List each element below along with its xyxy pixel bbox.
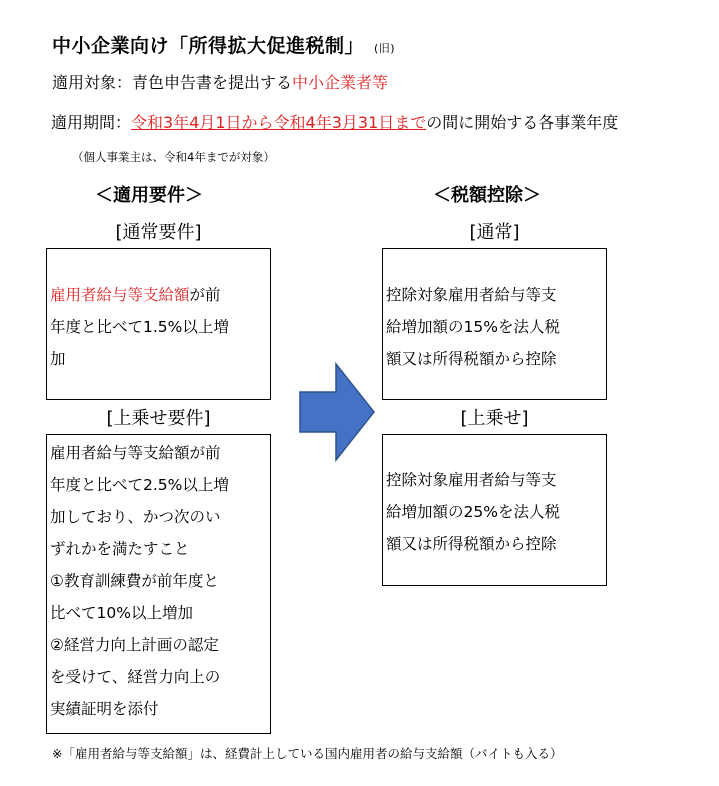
right-arrow-icon <box>298 362 376 462</box>
extra-req-line-9: 実績証明を添付 <box>50 700 159 718</box>
normal-deduction-box <box>382 248 607 400</box>
left-heading: ＜適用要件＞ <box>95 185 203 206</box>
target-label: 適用対象：青色申告書を提出する <box>52 73 293 92</box>
extra-req-line-8: を受けて、経営力向上の <box>50 668 221 686</box>
normal-deduction-label: [通常] <box>469 222 520 243</box>
normal-req-box <box>46 248 271 400</box>
extra-req-line-4: ずれかを満たすこと <box>50 540 190 558</box>
extra-req-line-2: 年度と比べて2.5%以上増 <box>50 476 229 494</box>
period-line <box>51 110 618 133</box>
extra-deduction-line-3: 額又は所得税額から控除 <box>386 535 557 553</box>
footnote: ※「雇用者給与等支給額」は、経費計上している国内雇用者の給与支給額（バイトも入る） <box>52 746 563 761</box>
normal-req-line-2: 年度と比べて1.5%以上増 <box>50 318 229 336</box>
normal-deduction-line-3: 額又は所得税額から控除 <box>386 350 557 368</box>
period-label: 適用期間： <box>51 113 132 132</box>
normal-deduction-line-1: 控除対象雇用者給与等支 <box>386 286 557 304</box>
normal-req-label: [通常要件] <box>115 222 202 243</box>
extra-req-label: [上乗せ要件] <box>106 408 211 429</box>
extra-req-line-1: 雇用者給与等支給額が前 <box>50 444 221 462</box>
title-text: 中小企業向け「所得拡大促進税制」 <box>52 35 365 57</box>
extra-deduction-label: [上乗せ] <box>460 408 529 429</box>
extra-req-line-6: 比べて10%以上増加 <box>50 604 193 622</box>
extra-req-line-3: 加しており、かつ次のい <box>50 508 221 526</box>
extra-deduction-box <box>382 434 607 586</box>
extra-req-box <box>46 434 271 734</box>
title-suffix: (旧) <box>374 42 396 55</box>
extra-req-line-5: ①教育訓練費が前年度と <box>50 572 219 590</box>
target-highlight: 中小企業者等 <box>292 73 389 92</box>
normal-req-line-3: 加 <box>50 350 66 368</box>
period-rest: の間に開始する各事業年度 <box>426 113 619 132</box>
normal-req-line-1: 雇用者給与等支給額が前 <box>50 286 221 304</box>
period-highlight: 令和3年4月1日から令和4年3月31日まで <box>131 113 427 132</box>
normal-req-highlight: 雇用者給与等支給額 <box>50 286 190 304</box>
extra-req-line-7: ②経営力向上計画の認定 <box>50 636 219 654</box>
extra-deduction-line-2: 給増加額の25%を法人税 <box>386 503 560 521</box>
individual-note: （個人事業主は、令和4年までが対象） <box>72 150 275 164</box>
page-title <box>52 31 395 58</box>
extra-deduction-line-1: 控除対象雇用者給与等支 <box>386 471 557 489</box>
right-heading: ＜税額控除＞ <box>433 185 541 206</box>
normal-deduction-line-2: 給増加額の15%を法人税 <box>386 318 560 336</box>
target-line <box>52 70 388 93</box>
